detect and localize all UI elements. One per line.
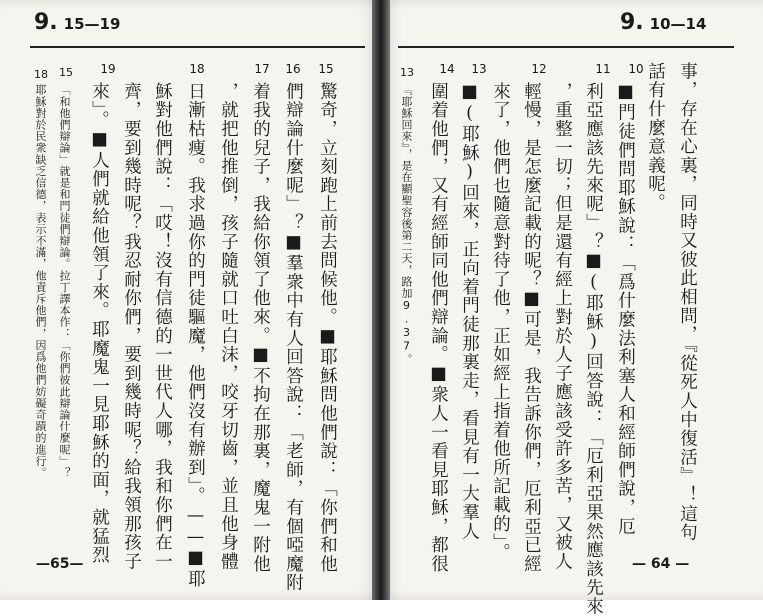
note-label-18: 18 [34, 68, 48, 81]
left-header-rule [30, 46, 365, 48]
verse-number-15: 15 [318, 62, 334, 76]
left-page-number: —65— [36, 556, 84, 572]
text-column: ，重整一切；但是還有經上對於人子應該受許多苦，又被人 [552, 82, 573, 571]
right-page-header [620, 10, 706, 35]
book-gutter [372, 0, 390, 600]
text-column: 日漸枯痩。我求過你的門徒驅魔，他們沒有辦到」。——■耶 [185, 82, 206, 589]
left-chapter-number: 9. [34, 10, 58, 35]
verse-number-13: 13 [471, 62, 487, 76]
text-column: 圍着他們，又有經師同他們辯論。■衆人一看見耶穌，都很 [428, 82, 449, 574]
text-column: 驚奇，立刻跑上前去問候他。■耶穌問他們說：「你們和他 [317, 82, 338, 574]
text-column: 輕慢，是怎麼記載的呢？■可是，我告訴你們，厄利亞已經 [521, 82, 542, 574]
right-page-number: — 64 — [632, 556, 690, 572]
text-column: 穌對他們說：「哎！沒有信德的一世代人哪，我和你們在一 [152, 82, 173, 571]
verse-number-12: 12 [531, 62, 547, 76]
text-column: 齊，要到幾時呢？我忍耐你們，要到幾時呢？給我領那孩子 [121, 82, 142, 571]
footnote: 「和他們辯論」就是和門徒們辯論。拉丁譯本作：「你們彼此辯論什麼呢」？ [58, 84, 71, 479]
right-chapter-number: 9. [620, 10, 644, 35]
footnote: 『耶穌回來』，是在顯聖容後第二天，路加9.37。 [400, 84, 413, 365]
text-column: 來」。■人們就給他領了來。耶魔鬼一見耶穌的面，就猛烈 [89, 82, 110, 565]
text-column: 利亞應該先來呢」？■(耶穌)回答說：「厄利亞果然應該先來 [583, 82, 604, 616]
verse-number-16: 16 [285, 62, 301, 76]
text-column: ，就把他推倒，孩子隨就口吐白沫，咬牙切齒，並且他身體 [218, 82, 239, 571]
text-column: 話有什麼意義呢。 [645, 62, 666, 213]
footnote: 耶穌對於民衆缺乏信德，表示不滿，他責斥他們，因爲他們妨礙奇蹟的進行。 [34, 84, 47, 479]
verse-number-18: 18 [189, 62, 205, 76]
verse-number-17: 17 [254, 62, 270, 76]
note-label-15: 15 [59, 66, 73, 79]
note-label-13: 13 [400, 66, 414, 79]
right-verse-range: 10—14 [649, 15, 707, 33]
verse-number-10: 10 [628, 62, 644, 76]
text-column: ■門徒們問耶穌說：「爲什麼法利塞人和經師們說，厄 [615, 82, 636, 536]
right-header-rule [398, 46, 734, 48]
text-column: 們辯論什麼呢」？■羣衆中有人回答說：「老師，有個啞魔附 [283, 82, 304, 593]
text-column: 着我的兒子，我給你領了他來。■不拘在那裏，魔鬼一附他 [250, 82, 271, 574]
verse-number-19: 19 [100, 62, 116, 76]
verse-number-11: 11 [595, 62, 611, 76]
text-column: ■(耶穌)回來，正向着門徒那裏走，看見有一大羣人 [459, 82, 480, 541]
left-page-header [34, 10, 120, 35]
left-verse-range: 15—19 [63, 15, 121, 33]
verse-number-14: 14 [439, 62, 455, 76]
text-column: 來了，他們也隨意對待了他，正如經上指着他所記載的」。 [490, 82, 511, 563]
text-column: 事，存在心裏，同時又彼此相問，『從死人中復活』！這句 [677, 62, 698, 543]
